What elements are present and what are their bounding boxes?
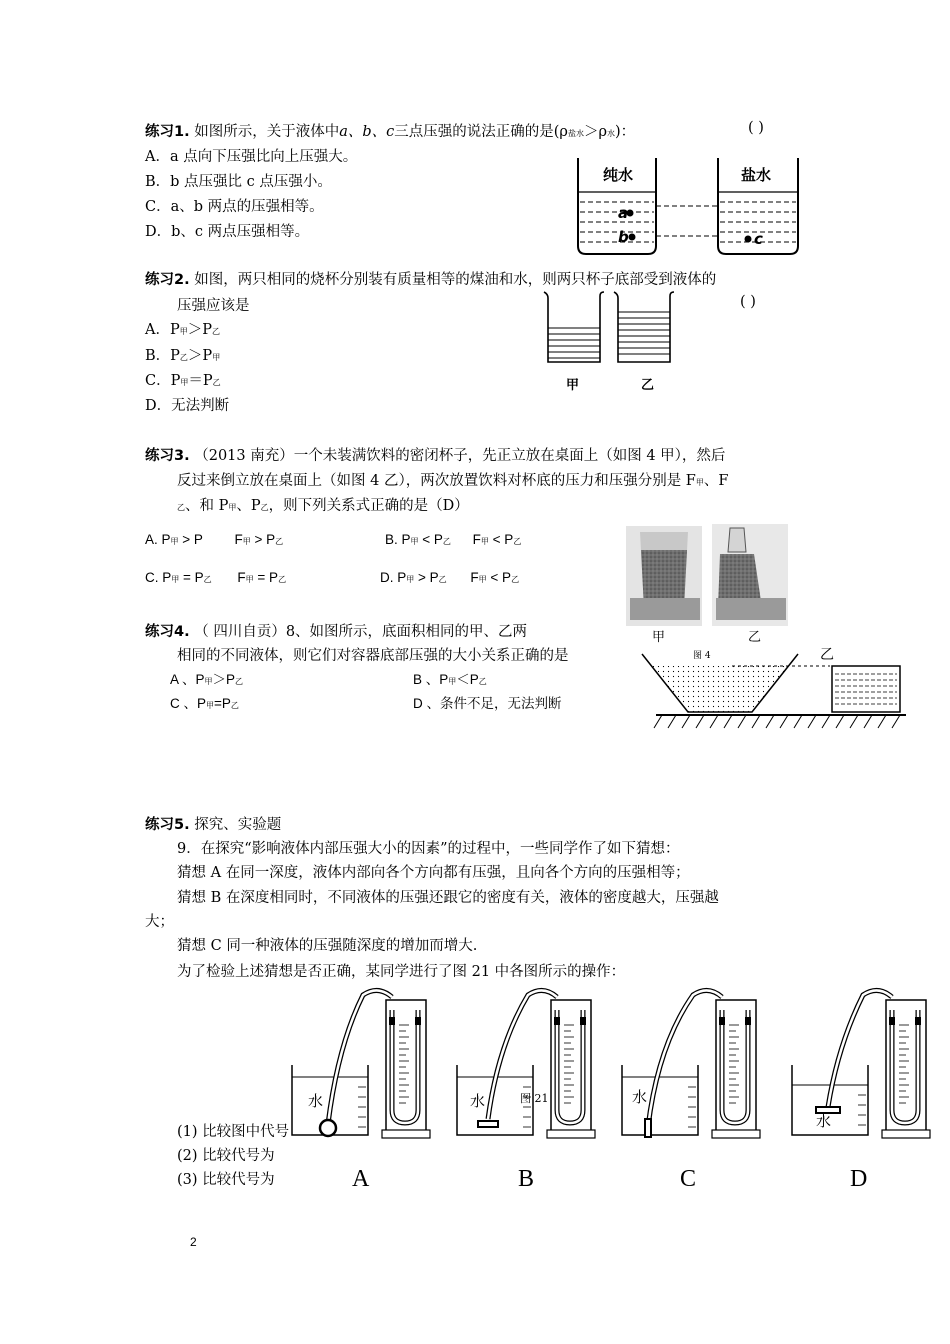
ex2-opt-a-sub2: 乙 <box>212 327 220 336</box>
ex1-label-a: a <box>618 204 629 222</box>
u-tube-inner-d <box>892 1010 918 1123</box>
ex3-opt-a-rel2: > P <box>250 532 276 547</box>
hose-inner-d <box>828 990 892 1107</box>
ex4-opt-a2: ＞P <box>212 672 236 687</box>
sub-jia: 甲 <box>480 537 489 546</box>
u-tube-b <box>557 1010 583 1123</box>
ex3-option-c <box>145 570 286 585</box>
ex2-stem-line1 <box>145 268 716 289</box>
ex5-hypothesis-b-cont: 大； <box>145 914 174 930</box>
ex3-stem3-sub2: 甲 <box>228 503 237 512</box>
ex3-fig-caption: 图 4 <box>693 651 711 661</box>
ex2-opt-c-sub2: 乙 <box>212 378 221 387</box>
point-b-dot <box>629 234 636 241</box>
ex3-option-a <box>145 532 283 547</box>
sub-yi: 乙 <box>275 537 284 546</box>
ex4-option-b <box>413 668 487 688</box>
hose-a <box>328 990 392 1124</box>
fig21-water-d: 水 <box>816 1112 832 1130</box>
ex2-label-yi: 乙 <box>641 378 655 393</box>
hose-d <box>828 990 892 1107</box>
ex4-figure <box>652 660 912 732</box>
ex3-fig-label-jia: 甲 <box>652 630 666 645</box>
ex3-stem3a: 、和 P <box>185 498 229 514</box>
ex1-option-d: D．b、c 两点压强相等。 <box>145 224 310 240</box>
u-tube-c <box>722 1010 748 1123</box>
ex2-stem-text: 如图，两只相同的烧杯分别装有质量相等的煤油和水，则两只杯子底部受到液体的 <box>194 272 717 288</box>
ex3-option-b <box>385 532 521 547</box>
u-tube-a <box>392 1010 418 1123</box>
ex2-option-a <box>145 318 220 339</box>
sub-jia: 甲 <box>170 537 179 546</box>
u-tube-inner-c <box>722 1010 748 1123</box>
ex3-opt-c-p: C. P <box>145 570 172 585</box>
ex1-stem-end: )： <box>615 124 636 140</box>
ex3-fig-label-yi: 乙 <box>748 630 762 645</box>
fig21-label-a: A <box>352 1166 370 1192</box>
ex3-tag: 练习3. <box>145 448 190 464</box>
ex4-option-a <box>170 668 243 688</box>
ex2-opt-c-sub1: 甲 <box>180 378 189 387</box>
ex1-stem-text2: 三点压强的说法正确的是(ρ <box>394 124 568 140</box>
ex3-opt-b-rel: < P <box>418 532 443 547</box>
manometer-base-d <box>882 1130 930 1138</box>
ex3-stem2-sub: 甲 <box>695 478 704 487</box>
ex2-option-c <box>145 369 221 390</box>
liquid-left-d <box>889 1017 895 1025</box>
sub-jia: 甲 <box>406 575 415 584</box>
u-tube-inner-a <box>392 1010 418 1123</box>
ex5-hypothesis-a: 猜想 A 在同一深度，液体内部向各个方向都有压强，且向各个方向的压强相等； <box>177 865 690 881</box>
ex5-question-1: (1) 比较图中代号 <box>177 1124 289 1140</box>
ex2-opt-c-mid: ＝P <box>188 373 213 389</box>
ex4-stem-line2: 相同的不同液体，则它们对容器底部压强的大小关系正确的是 <box>177 648 569 664</box>
ex2-opt-b-mid: ＞P <box>187 348 213 364</box>
ex1-stem-text: 如图所示，关于液体中 <box>194 124 340 140</box>
ex5-line6: 为了检验上述猜想是否正确，某同学进行了图 21 中各图所示的操作： <box>177 964 626 980</box>
ex4-stem-text: （ 四川自贡）8、如图所示，底面积相同的甲、乙两 <box>194 624 528 640</box>
ex3-opt-d-rel2: < P <box>486 570 512 585</box>
ex2-stem-line2: 压强应该是 <box>177 298 250 314</box>
ex3-opt-c-rel2: = P <box>253 570 279 585</box>
ex5-question-2: (2) 比较代号为 <box>177 1148 275 1164</box>
ex4-opt-b: B 、P <box>413 672 449 687</box>
sub-yi: 乙 <box>478 677 487 686</box>
ex2-opt-b-text: B．P <box>145 348 180 364</box>
sub-yi: 乙 <box>513 537 522 546</box>
ex4-opt-a: A 、P <box>170 672 205 687</box>
liquid-left-b <box>554 1017 560 1025</box>
ex3-opt-a-p: A. P <box>145 532 171 547</box>
ex1-rho-sub1: 盐水 <box>567 129 584 138</box>
ex3-opt-b-f: F <box>472 532 481 547</box>
ex1-option-c: C．a、b 两点的压强相等。 <box>145 199 324 215</box>
ex1-label-pure-water: 纯水 <box>603 166 634 184</box>
ex1-stem <box>145 120 635 141</box>
manometer-base-c <box>712 1130 760 1138</box>
u-tube-inner-b <box>557 1010 583 1123</box>
sub-jia: 甲 <box>242 537 251 546</box>
ex5-figure-21 <box>288 985 928 1145</box>
ex4-fig-label-yi: 乙 <box>820 647 834 663</box>
fig21-label-c: C <box>680 1166 697 1192</box>
sub-jia: 甲 <box>245 575 254 584</box>
point-c-dot <box>745 236 752 243</box>
page-number: 2 <box>190 1235 197 1249</box>
sub-jia: 甲 <box>410 537 419 546</box>
ex4-option-c <box>170 692 239 712</box>
ex3-opt-a-f: F <box>234 532 243 547</box>
ex3-opt-d-rel: > P <box>414 570 439 585</box>
fig21-water-c: 水 <box>632 1088 648 1106</box>
ex4-opt-c: C 、P <box>170 696 207 711</box>
manometer-base-b <box>547 1130 595 1138</box>
ex3-stem-line2 <box>177 469 728 490</box>
ex3-stem3-sub3: 乙 <box>260 503 269 512</box>
ex1-tag: 练习1. <box>145 124 190 140</box>
fig21-label-d: D <box>850 1166 868 1192</box>
liquid-right-c <box>745 1017 751 1025</box>
ex2-answer-paren: ( ) <box>740 294 756 310</box>
sub-yi: 乙 <box>235 677 244 686</box>
ex1-option-a: A．a 点向下压强比向上压强大。 <box>145 149 358 165</box>
ex3-stem-line3 <box>177 494 469 515</box>
ex5-hypothesis-b: 猜想 B 在深度相同时，不同液体的压强还跟它的密度有关，液体的密度越大，压强越 <box>177 890 719 906</box>
ex4-option-d: D 、条件不足，无法判断 <box>413 696 562 711</box>
ex2-option-b <box>145 344 220 365</box>
ex2-figure <box>540 290 690 372</box>
liquid-left-a <box>389 1017 395 1025</box>
sub-yi: 乙 <box>278 575 287 584</box>
ex5-line1: 9．在探究“影响液体内部压强大小的因素”的过程中，一些同学作了如下猜想： <box>177 841 680 857</box>
ex2-opt-b-sub2: 甲 <box>212 353 221 362</box>
ex2-opt-b-sub1: 乙 <box>179 353 188 362</box>
ex2-tag: 练习2. <box>145 272 190 288</box>
hose-inner-a <box>328 990 392 1124</box>
ex1-label-b: b <box>618 228 629 246</box>
fig21-water-b: 水 <box>470 1092 486 1110</box>
ex5-question-3: (3) 比较代号为 <box>177 1172 275 1188</box>
ex2-option-d: D．无法判断 <box>145 398 230 414</box>
ex2-opt-a-mid: ＞P <box>187 322 212 338</box>
ex3-opt-c-f: F <box>237 570 246 585</box>
ex3-opt-c-rel: = P <box>179 570 204 585</box>
sub-jia: 甲 <box>204 677 213 686</box>
ex3-stem3b: 、P <box>236 498 261 514</box>
probe-c <box>645 1119 651 1137</box>
ex3-opt-d-p: D. P <box>380 570 407 585</box>
ex5-header <box>145 813 281 834</box>
ex3-opt-b-rel2: < P <box>488 532 514 547</box>
ex2-label-jia: 甲 <box>566 378 580 393</box>
ex5-fig-caption: 图 21 <box>520 1092 549 1105</box>
probe-b <box>478 1121 498 1127</box>
ex1-label-salt-water: 盐水 <box>741 166 772 184</box>
ex3-opt-a-rel: > P <box>178 532 203 547</box>
ex3-stem-text: （2013 南充）一个未装满饮料的密闭杯子，先正立放在桌面上（如图 4 甲），然后 <box>194 448 726 464</box>
ex1-answer-paren: ( ) <box>748 120 764 136</box>
ex1-option-b: B．b 点压强比 c 点压强小。 <box>145 174 332 190</box>
fig21-water-a: 水 <box>308 1092 324 1110</box>
ex5-tag: 练习5. <box>145 817 190 833</box>
ex4-tag: 练习4. <box>145 624 190 640</box>
ex4-opt-b2: ＜P <box>456 672 479 687</box>
ex3-stem2a: 反过来倒立放在桌面上（如图 4 乙），两次放置饮料对杯底的压力和压强分别是 F <box>177 473 696 489</box>
liquid-left-c <box>719 1017 725 1025</box>
hose-c <box>648 990 722 1127</box>
ex1-label-c: c <box>754 230 763 248</box>
ex3-stem3-sub1: 乙 <box>177 503 185 512</box>
sub-jia: 甲 <box>206 701 215 710</box>
sub-jia: 甲 <box>478 575 487 584</box>
ex5-title: 探究、实验题 <box>194 817 282 833</box>
ex3-opt-d-f: F <box>470 570 479 585</box>
ex2-opt-a-text: A．P <box>145 322 180 338</box>
u-tube-d <box>892 1010 918 1123</box>
sub-yi: 乙 <box>230 701 239 710</box>
ex1-points: a、b、c <box>339 124 395 140</box>
ex2-opt-a-sub1: 甲 <box>179 327 188 336</box>
ex3-opt-b-p: B. P <box>385 532 411 547</box>
sub-yi: 乙 <box>442 537 451 546</box>
ex4-opt-c2: =P <box>214 696 231 711</box>
ex5-hypothesis-c: 猜想 C 同一种液体的压强随深度的增加而增大. <box>177 938 478 954</box>
fig21-label-b: B <box>518 1166 535 1192</box>
ex3-stem2b: 、F <box>703 473 729 489</box>
ex3-stem-line1 <box>145 444 725 465</box>
ex3-option-d <box>380 570 519 585</box>
sub-yi: 乙 <box>511 575 520 584</box>
probe-a <box>320 1120 336 1136</box>
liquid-right-b <box>580 1017 586 1025</box>
ex2-opt-c-text: C．P <box>145 373 181 389</box>
ex4-stem-line1 <box>145 620 527 641</box>
sub-yi: 乙 <box>203 575 212 584</box>
ex1-rho-sub2: 水 <box>607 129 615 138</box>
ex3-stem3c: ，则下列关系式正确的是（D） <box>268 498 469 514</box>
manometer-base-a <box>382 1130 430 1138</box>
sub-jia: 甲 <box>448 677 457 686</box>
sub-yi: 乙 <box>438 575 447 584</box>
sub-jia: 甲 <box>171 575 180 584</box>
liquid-right-a <box>415 1017 421 1025</box>
liquid-right-d <box>915 1017 921 1025</box>
ex1-gt: ＞ρ <box>583 124 607 140</box>
